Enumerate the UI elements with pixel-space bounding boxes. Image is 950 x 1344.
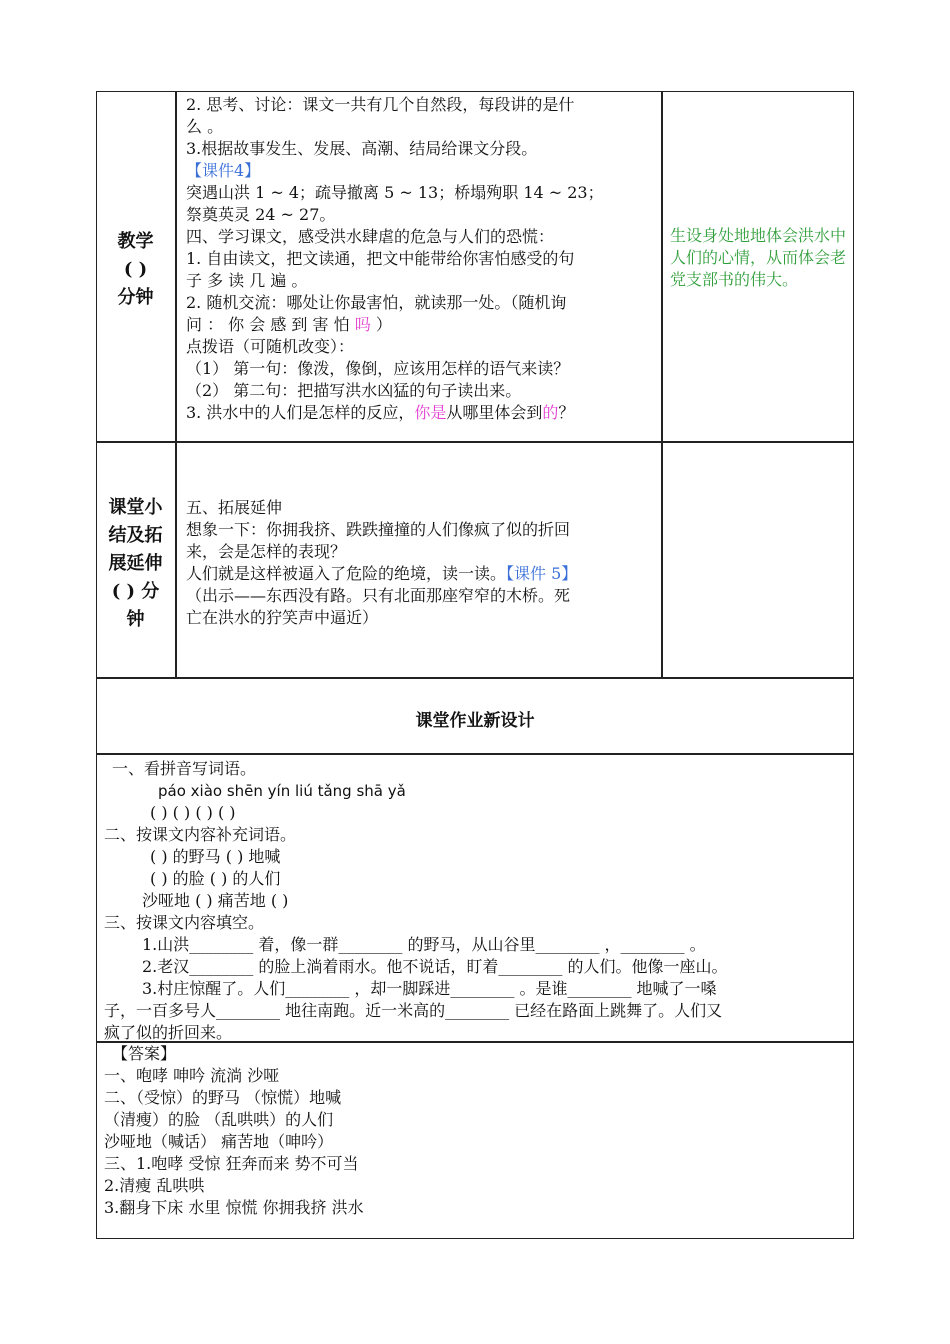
answers-heading: 【答案】: [112, 1044, 177, 1063]
answer-line: （清瘦）的脸 （乱哄哄）的人们: [104, 1110, 334, 1129]
question-heading: 一、看拼音写词语。: [112, 759, 257, 778]
pinyin-line: páo xiào shēn yín liú tǎng shā yǎ: [158, 782, 406, 800]
section-label-summary: 课堂小 结及拓 展延伸 ( ) 分 钟: [108, 497, 163, 630]
table-divider: [96, 753, 854, 755]
table-divider: [661, 91, 663, 678]
content-line: 点拨语（可随机改变）：: [186, 337, 355, 356]
courseware-label: 【课件 5】: [506, 564, 578, 583]
content-line: 五、拓展延伸: [186, 498, 283, 517]
content-line: （1） 第一句：像泼，像倒，应该用怎样的语气来读？: [186, 359, 570, 378]
table-divider: [96, 677, 854, 679]
highlight-word: 你是: [414, 403, 447, 422]
summary-content: [186, 497, 656, 629]
content-line: 3.根据故事发生、发展、高潮、结局给课文分段。: [186, 139, 538, 158]
answer-line: 3.翻身下床 水里 惊慌 你拥我挤 洪水: [104, 1198, 364, 1217]
table-divider: [96, 441, 854, 443]
content-line: 祭奠英灵 24 ~ 27。: [186, 205, 336, 224]
section-label-teaching: 教学 ( ) 分钟: [117, 231, 154, 308]
teaching-content: [186, 94, 656, 424]
content-line: （出示——东西没有路。只有北面那座窄窄的木桥。死: [186, 586, 571, 605]
content-line: 四、学习课文，感受洪水肆虐的危急与人们的恐慌：: [186, 227, 555, 246]
homework-content: [104, 758, 849, 1044]
fill-line: ( ) 的野马 ( ) 地喊: [150, 847, 281, 866]
answer-blanks: ( ) ( ) ( ) ( ): [150, 803, 236, 822]
homework-title: 课堂作业新设计: [415, 711, 535, 731]
content-line: 亡在洪水的狞笑声中逼近）: [186, 608, 379, 627]
content-line: 突遇山洪 1 ~ 4；疏导撤离 5 ~ 13；桥塌殉职 14 ~ 23；: [186, 183, 604, 202]
answers-content: [104, 1043, 849, 1219]
content-line: 人们就是这样被逼入了危险的绝境，读一读。【课件 5】: [186, 564, 578, 583]
content-line: 3. 洪水中的人们是怎样的反应，你是从哪里体会到的？: [186, 403, 575, 422]
table-divider: [175, 91, 177, 678]
answer-line: 一、咆哮 呻吟 流淌 沙哑: [104, 1066, 280, 1085]
answer-line: 2.清瘦 乱哄哄: [104, 1176, 205, 1195]
content-line: 1. 自由读文，把文读通，把文中能带给你害怕感受的句: [186, 249, 575, 268]
content-line: 问 ： 你 会 感 到 害 怕 吗 ）: [186, 315, 392, 334]
question-heading: 三、按课文内容填空。: [104, 913, 265, 932]
content-line: 子 多 读 几 遍 。: [186, 271, 308, 290]
fill-line: ( ) 的脸 ( ) 的人们: [150, 869, 281, 888]
answer-line: 沙哑地（喊话） 痛苦地（呻吟）: [104, 1132, 334, 1151]
answer-line: 三、1.咆哮 受惊 狂奔而来 势不可当: [104, 1154, 359, 1173]
content-line: （2） 第二句：把描写洪水凶猛的句子读出来。: [186, 381, 522, 400]
answer-line: 二、（受惊）的野马 （惊慌）地喊: [104, 1088, 342, 1107]
fill-line: 子，一百多号人________ 地往南跑。近一米高的________ 已经在路面上跳舞了。人们又: [104, 1001, 723, 1020]
fill-line: 沙哑地 ( ) 痛苦地 ( ): [142, 891, 289, 910]
fill-line: 1.山洪________ 着，像一群________ 的野马，从山谷里________ ，________ 。: [142, 935, 706, 954]
fill-line: 3.村庄惊醒了。人们________ ，却一脚踩进________ 。是谁________ 地喊了一嗓: [142, 979, 717, 998]
highlight-word: 吗: [354, 315, 371, 334]
fill-line: 疯了似的折回来。: [104, 1023, 233, 1042]
content-line: 来，会是怎样的表现？: [186, 542, 347, 561]
content-line: 么 。: [186, 117, 224, 136]
teaching-note: 生设身处地地体会洪水中人们的心情，从而体会老党支部书的伟大。: [670, 226, 847, 289]
content-line: 2. 思考、讨论：课文一共有几个自然段，每段讲的是什: [186, 95, 575, 114]
fill-line: 2.老汉________ 的脸上淌着雨水。他不说话，盯着________ 的人们。他像一座山。: [142, 957, 728, 976]
content-line: 2. 随机交流：哪处让你最害怕，就读那一处。（随机询: [186, 293, 567, 312]
highlight-word: 的: [542, 403, 559, 422]
question-heading: 二、按课文内容补充词语。: [104, 825, 297, 844]
courseware-label: 【课件4】: [186, 161, 261, 180]
content-line: 想象一下：你拥我挤、跌跌撞撞的人们像疯了似的折回: [186, 520, 571, 539]
